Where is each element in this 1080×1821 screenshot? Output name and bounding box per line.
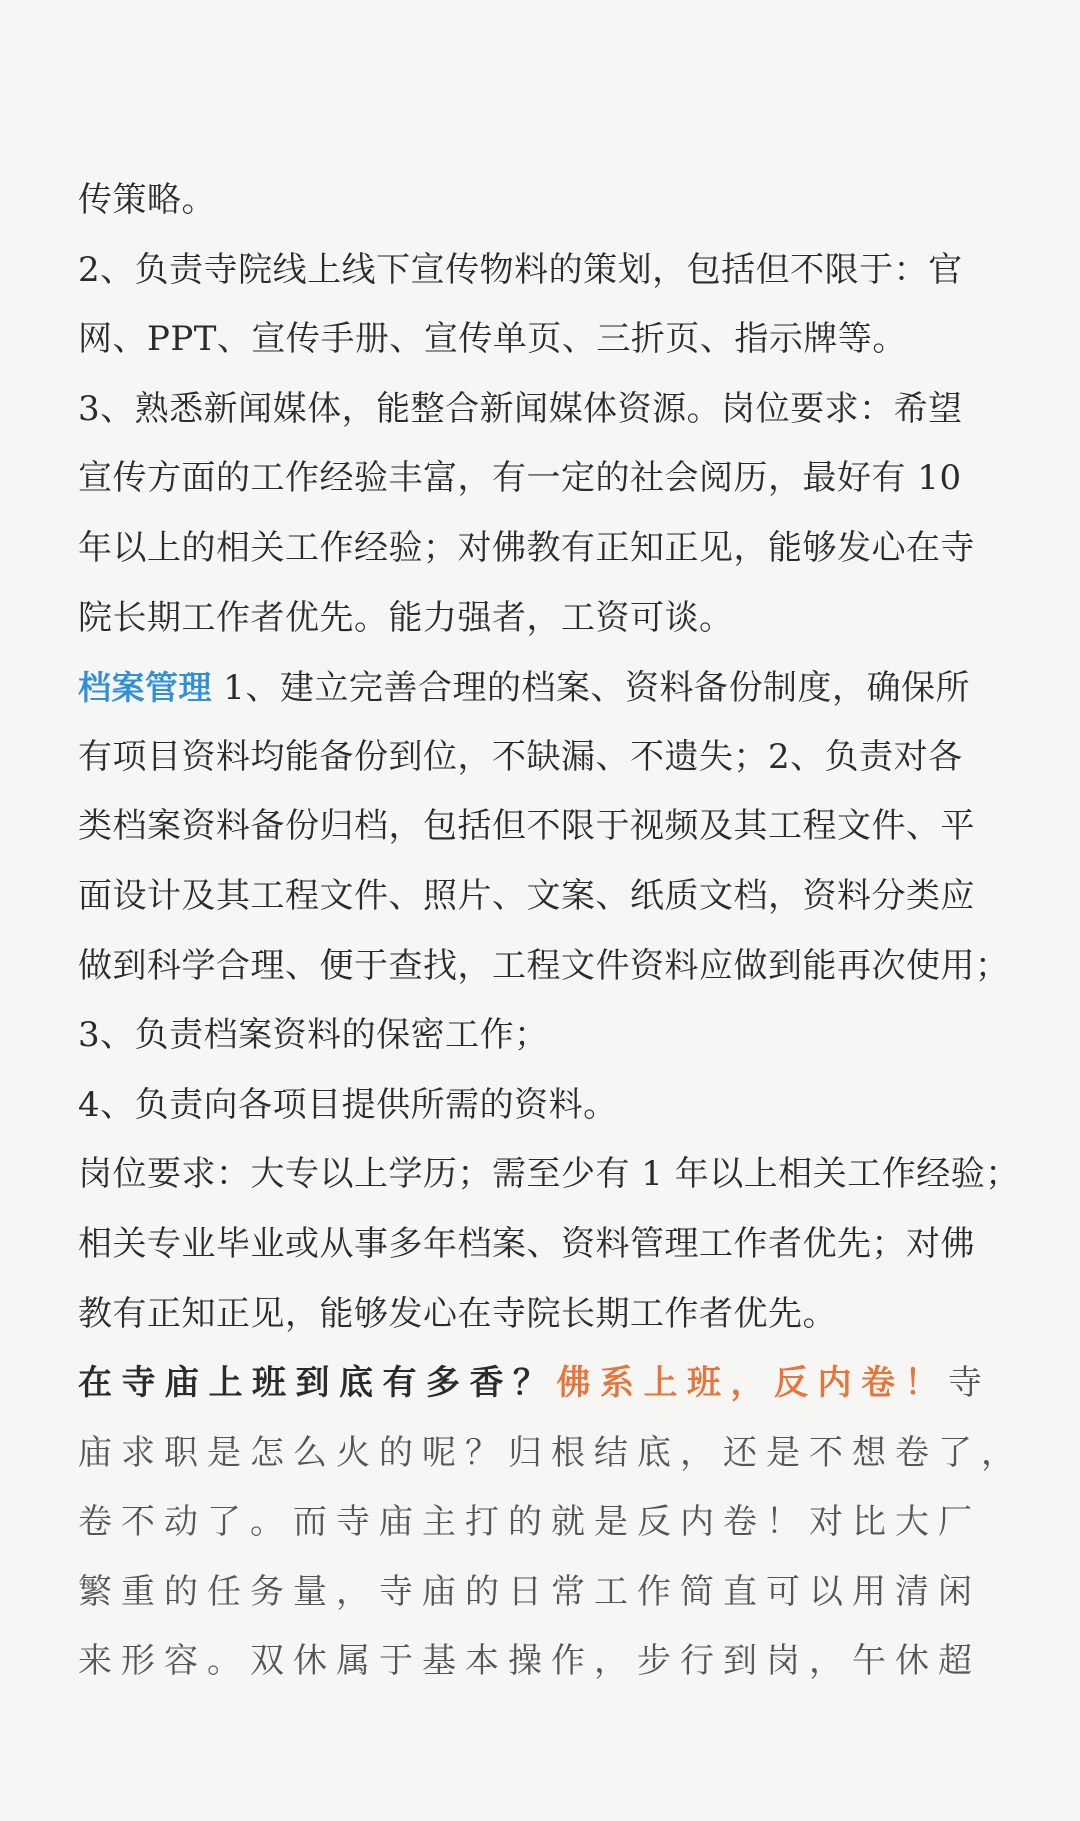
closing-line: 繁重的任务量，寺庙的日常工作简直可以用清闲 [78,1571,981,1612]
article-line: 4、负责向各项目提供所需的资料。 [78,1084,618,1125]
article-line: 3、负责档案资料的保密工作； [78,1015,549,1056]
closing-highlight: 佛系上班，反内卷！ [556,1363,948,1404]
article-line: 网、PPT、宣传手册、宣传单页、三折页、指示牌等。 [78,319,907,360]
closing-line: 卷不动了。而寺庙主打的就是反内卷！对比大厂 [78,1502,981,1543]
article-line: 年以上的相关工作经验；对佛教有正知正见，能够发心在寺 [78,527,975,568]
article-line: 3、熟悉新闻媒体，能整合新闻媒体资源。岗位要求：希望 [78,388,963,429]
article-line: 院长期工作者优先。能力强者，工资可谈。 [78,597,734,638]
article-line: 相关专业毕业或从事多年档案、资料管理工作者优先；对佛 [78,1223,975,1264]
article-line: 宣传方面的工作经验丰富，有一定的社会阅历，最好有 10 [78,458,962,499]
article-line: 做到科学合理、便于查找，工程文件资料应做到能再次使用； [78,945,1010,986]
article-line: 有项目资料均能备份到位，不缺漏、不遗失；2、负责对各 [78,736,963,777]
archive-intro-text: 1、建立完善合理的档案、资料备份制度，确保所 [212,668,970,709]
closing-question: 在寺庙上班到底有多香？ [78,1363,557,1404]
article-body [78,166,1024,1697]
article-line: 教有正知正见，能够发心在寺院长期工作者优先。 [78,1293,837,1334]
closing-first-line [78,1349,1010,1419]
archive-heading: 档案管理 [78,668,212,708]
closing-line: 来形容。双休属于基本操作，步行到岗，午休超 [78,1641,981,1682]
closing-tail: 寺 [948,1363,992,1404]
article-line: 类档案资料备份归档，包括但不限于视频及其工程文件、平 [78,806,975,847]
article-line: 2、负责寺院线上线下宣传物料的策划，包括但不限于：官 [78,249,963,290]
article-line: 传策略。 [78,180,216,220]
article-line: 岗位要求：大专以上学历；需至少有 1 年以上相关工作经验； [78,1154,1020,1195]
archive-section-first-line [78,653,1010,723]
closing-line: 庙求职是怎么火的呢？归根结底，还是不想卷了， [78,1432,1024,1473]
article-line: 面设计及其工程文件、照片、文案、纸质文档，资料分类应 [78,875,975,916]
